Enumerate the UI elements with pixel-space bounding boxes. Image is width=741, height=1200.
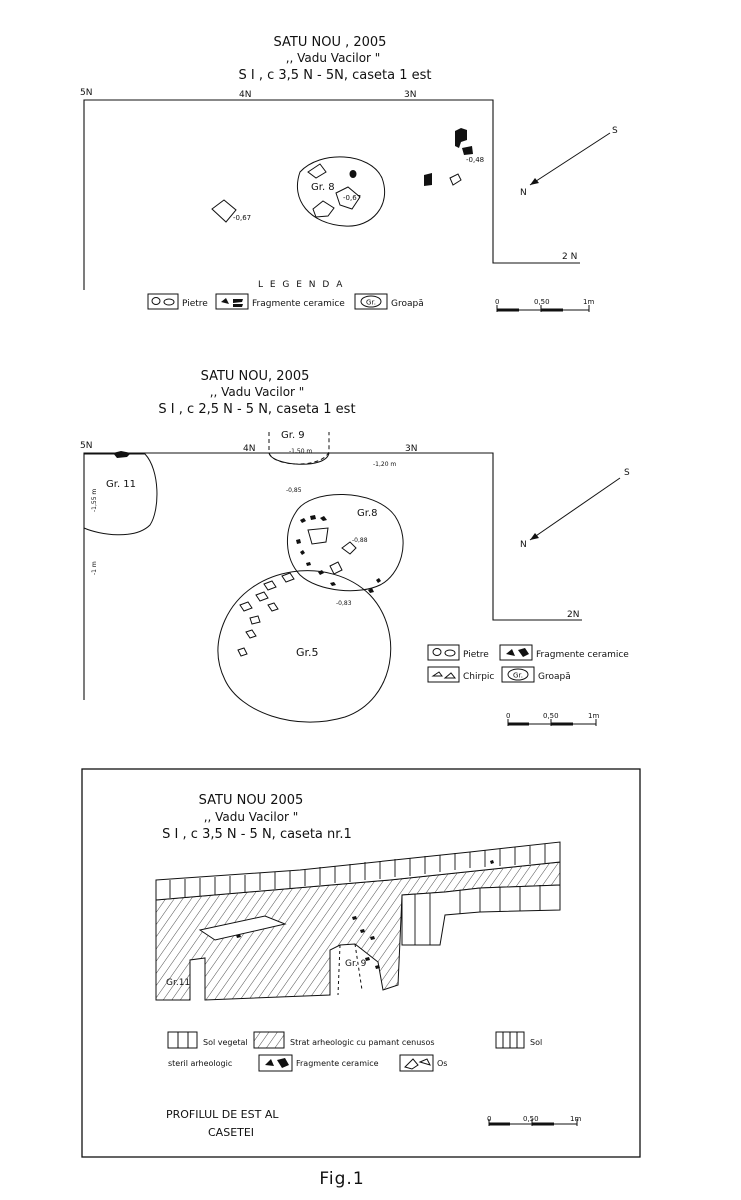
plan1-stone xyxy=(450,174,461,185)
plan2-depth-gr9: -1,50 m xyxy=(289,448,313,455)
plan1-legend-stone-icon xyxy=(152,298,160,305)
plan1-legend-title: L E G E N D A xyxy=(258,280,345,290)
profile-scale-050: 0,50 xyxy=(523,1115,539,1123)
plan1-pit-gr8-label: Gr. 8 xyxy=(311,182,335,193)
profile-legend-sterile-label: steril arheologic xyxy=(168,1059,233,1068)
profile-legend-archaeological-label: Strat arheologic cu pamant cenusos xyxy=(290,1038,435,1047)
plan1-north-arrow-icon xyxy=(530,178,539,185)
plan1-legend-stone-label: Pietre xyxy=(182,299,208,309)
plan1-compass-line xyxy=(530,133,610,185)
profile-scale-1m: 1m xyxy=(570,1115,582,1123)
plan1-title-line1: SATU NOU , 2005 xyxy=(273,35,387,50)
plan2-depth-gr8-top: -0,85 xyxy=(286,487,302,494)
plan1-scale-bar xyxy=(497,305,589,312)
plan2-depth-gr8-bottom: -0,83 xyxy=(336,600,352,607)
plan2-grid-2n: 2N xyxy=(567,610,580,620)
plan1-compass-n: N xyxy=(520,188,527,198)
plan2-grid-4n: 4N xyxy=(243,444,256,454)
plan2-title-line2: ,, Vadu Vacilor " xyxy=(209,385,305,399)
plan1-stone xyxy=(313,201,334,217)
plan1-ceramic-fragment xyxy=(350,170,357,178)
plan1-title-line3: S I , c 3,5 N - 5N, caseta 1 est xyxy=(238,68,432,83)
profile-title-line2: ,, Vadu Vacilor " xyxy=(203,810,299,824)
plan1-grid-3n: 3N xyxy=(404,90,417,100)
profile-pit-gr9-label: Gr. 9 xyxy=(345,959,367,969)
profile-pit-gr9-outline xyxy=(338,944,362,995)
profile-scale-0: 0 xyxy=(487,1115,492,1123)
plan1-ceramic-fragment xyxy=(424,173,432,186)
plan2-depth-gr8-mid: -0,88 xyxy=(352,537,368,544)
plan1-legend-ceramic-label: Fragmente ceramice xyxy=(252,299,345,309)
plan1-stone xyxy=(308,164,326,178)
plan2-legend-chirpic-label: Chirpic xyxy=(463,672,495,682)
plan2-pit-gr11-label: Gr. 11 xyxy=(106,479,137,490)
profile-legend-archaeological-swatch xyxy=(254,1032,284,1048)
profile-legend-vegetal-label: Sol vegetal xyxy=(203,1038,248,1047)
plan2-legend-pit-label: Groapă xyxy=(538,672,571,682)
plan2-scale-0: 0 xyxy=(506,712,511,720)
plan2-legend-stone-icon xyxy=(445,650,455,656)
plan1-depth-right: -0,48 xyxy=(466,156,485,164)
plan2-ceramic-fragment xyxy=(113,451,131,458)
plan2-legend-pit-symbol: Gr. xyxy=(513,671,523,680)
plan1-ceramic-fragment xyxy=(455,128,467,148)
plan1-legend-ceramic-icon xyxy=(221,298,243,307)
profile-title-line3: S I , c 3,5 N - 5 N, caseta nr.1 xyxy=(162,827,352,842)
plan1-title-line2: ,, Vadu Vacilor " xyxy=(285,51,381,65)
plan1-scale-0: 0 xyxy=(495,298,500,306)
plan1-grid-2n: 2 N xyxy=(562,252,578,262)
plan2-depth-wall-1: -1,55 m xyxy=(91,488,98,512)
plan1-legend-stone-icon xyxy=(164,299,174,305)
plan2-pit-gr8 xyxy=(287,494,403,590)
plan2-stone xyxy=(330,562,342,574)
plan2-legend-stone-label: Pietre xyxy=(463,650,489,660)
profile-caption-line2: CASETEI xyxy=(208,1126,255,1139)
plan2-compass-n: N xyxy=(520,540,527,550)
plan2-depth-floor: -1,20 m xyxy=(373,461,397,468)
plan2-pit-gr9-label: Gr. 9 xyxy=(281,430,305,441)
plan2-title-line1: SATU NOU, 2005 xyxy=(200,369,310,384)
plan2-stone xyxy=(308,528,328,544)
plan1-legend-pit-label: Groapă xyxy=(391,299,424,309)
plan1-scale-050: 0,50 xyxy=(534,298,550,306)
plan2-north-arrow-icon xyxy=(530,533,539,540)
plan2-grid-5n: 5N xyxy=(80,441,93,451)
plan2-scale-bar xyxy=(508,719,596,726)
plan1-trench-outline xyxy=(84,100,580,290)
plan2-scale-1m: 1m xyxy=(588,712,600,720)
profile-section xyxy=(82,769,640,1157)
profile-legend-ceramic-label: Fragmente ceramice xyxy=(296,1059,379,1068)
profile-legend-bone-icon xyxy=(405,1059,430,1069)
profile-pit-gr11-label: Gr.11 xyxy=(166,978,191,988)
plan2-legend-ceramic-label: Fragmente ceramice xyxy=(536,650,629,660)
plan1-legend-ceramic-swatch xyxy=(216,294,248,309)
plan2-legend-ceramic-icon xyxy=(506,648,529,657)
profile-legend-sol-label: Sol xyxy=(530,1038,543,1047)
plan2-legend-stone-icon xyxy=(433,649,441,656)
plan1-depth-left: -0,67 xyxy=(233,214,252,222)
profile-sterile-soil xyxy=(402,885,560,945)
figure-caption: Fig.1 xyxy=(319,1169,365,1189)
plan1-compass-s: S xyxy=(612,126,618,136)
plan2-depth-wall-2: -1 m xyxy=(91,561,98,575)
plan1-ceramic-fragment xyxy=(462,146,473,155)
plan2-title-line3: S I , c 2,5 N - 5 N, caseta 1 est xyxy=(158,402,356,417)
plan2-legend-chirpic-icon xyxy=(433,672,455,678)
plan1-grid-5n: 5N xyxy=(80,88,93,98)
plan-2 xyxy=(80,369,630,726)
plan2-trench-outline xyxy=(84,453,582,700)
plan2-compass-line xyxy=(530,478,620,540)
profile-legend-vegetal-swatch xyxy=(168,1032,197,1048)
plan2-compass-s: S xyxy=(624,468,630,478)
profile-legend-bone-label: Os xyxy=(437,1059,448,1068)
plan2-gr5-stones xyxy=(238,573,294,656)
plan2-pit-gr8-label: Gr.8 xyxy=(357,508,378,519)
profile-legend-ceramic-icon xyxy=(265,1058,289,1068)
profile-title-line1: SATU NOU 2005 xyxy=(198,793,304,808)
plan2-legend-chirpic-swatch xyxy=(428,667,459,682)
plan-1 xyxy=(80,35,618,312)
profile-caption-line1: PROFILUL DE EST AL xyxy=(166,1108,279,1121)
plan1-scale-1m: 1m xyxy=(583,298,595,306)
plan2-pit-gr5-label: Gr.5 xyxy=(296,646,319,659)
plan1-legend-pit-symbol: Gr. xyxy=(366,298,376,307)
plan1-depth-gr8: -0,67 xyxy=(343,194,362,202)
plan2-grid-3n: 3N xyxy=(405,444,418,454)
plan2-scale-050: 0,50 xyxy=(543,712,559,720)
plan1-grid-4n: 4N xyxy=(239,90,252,100)
